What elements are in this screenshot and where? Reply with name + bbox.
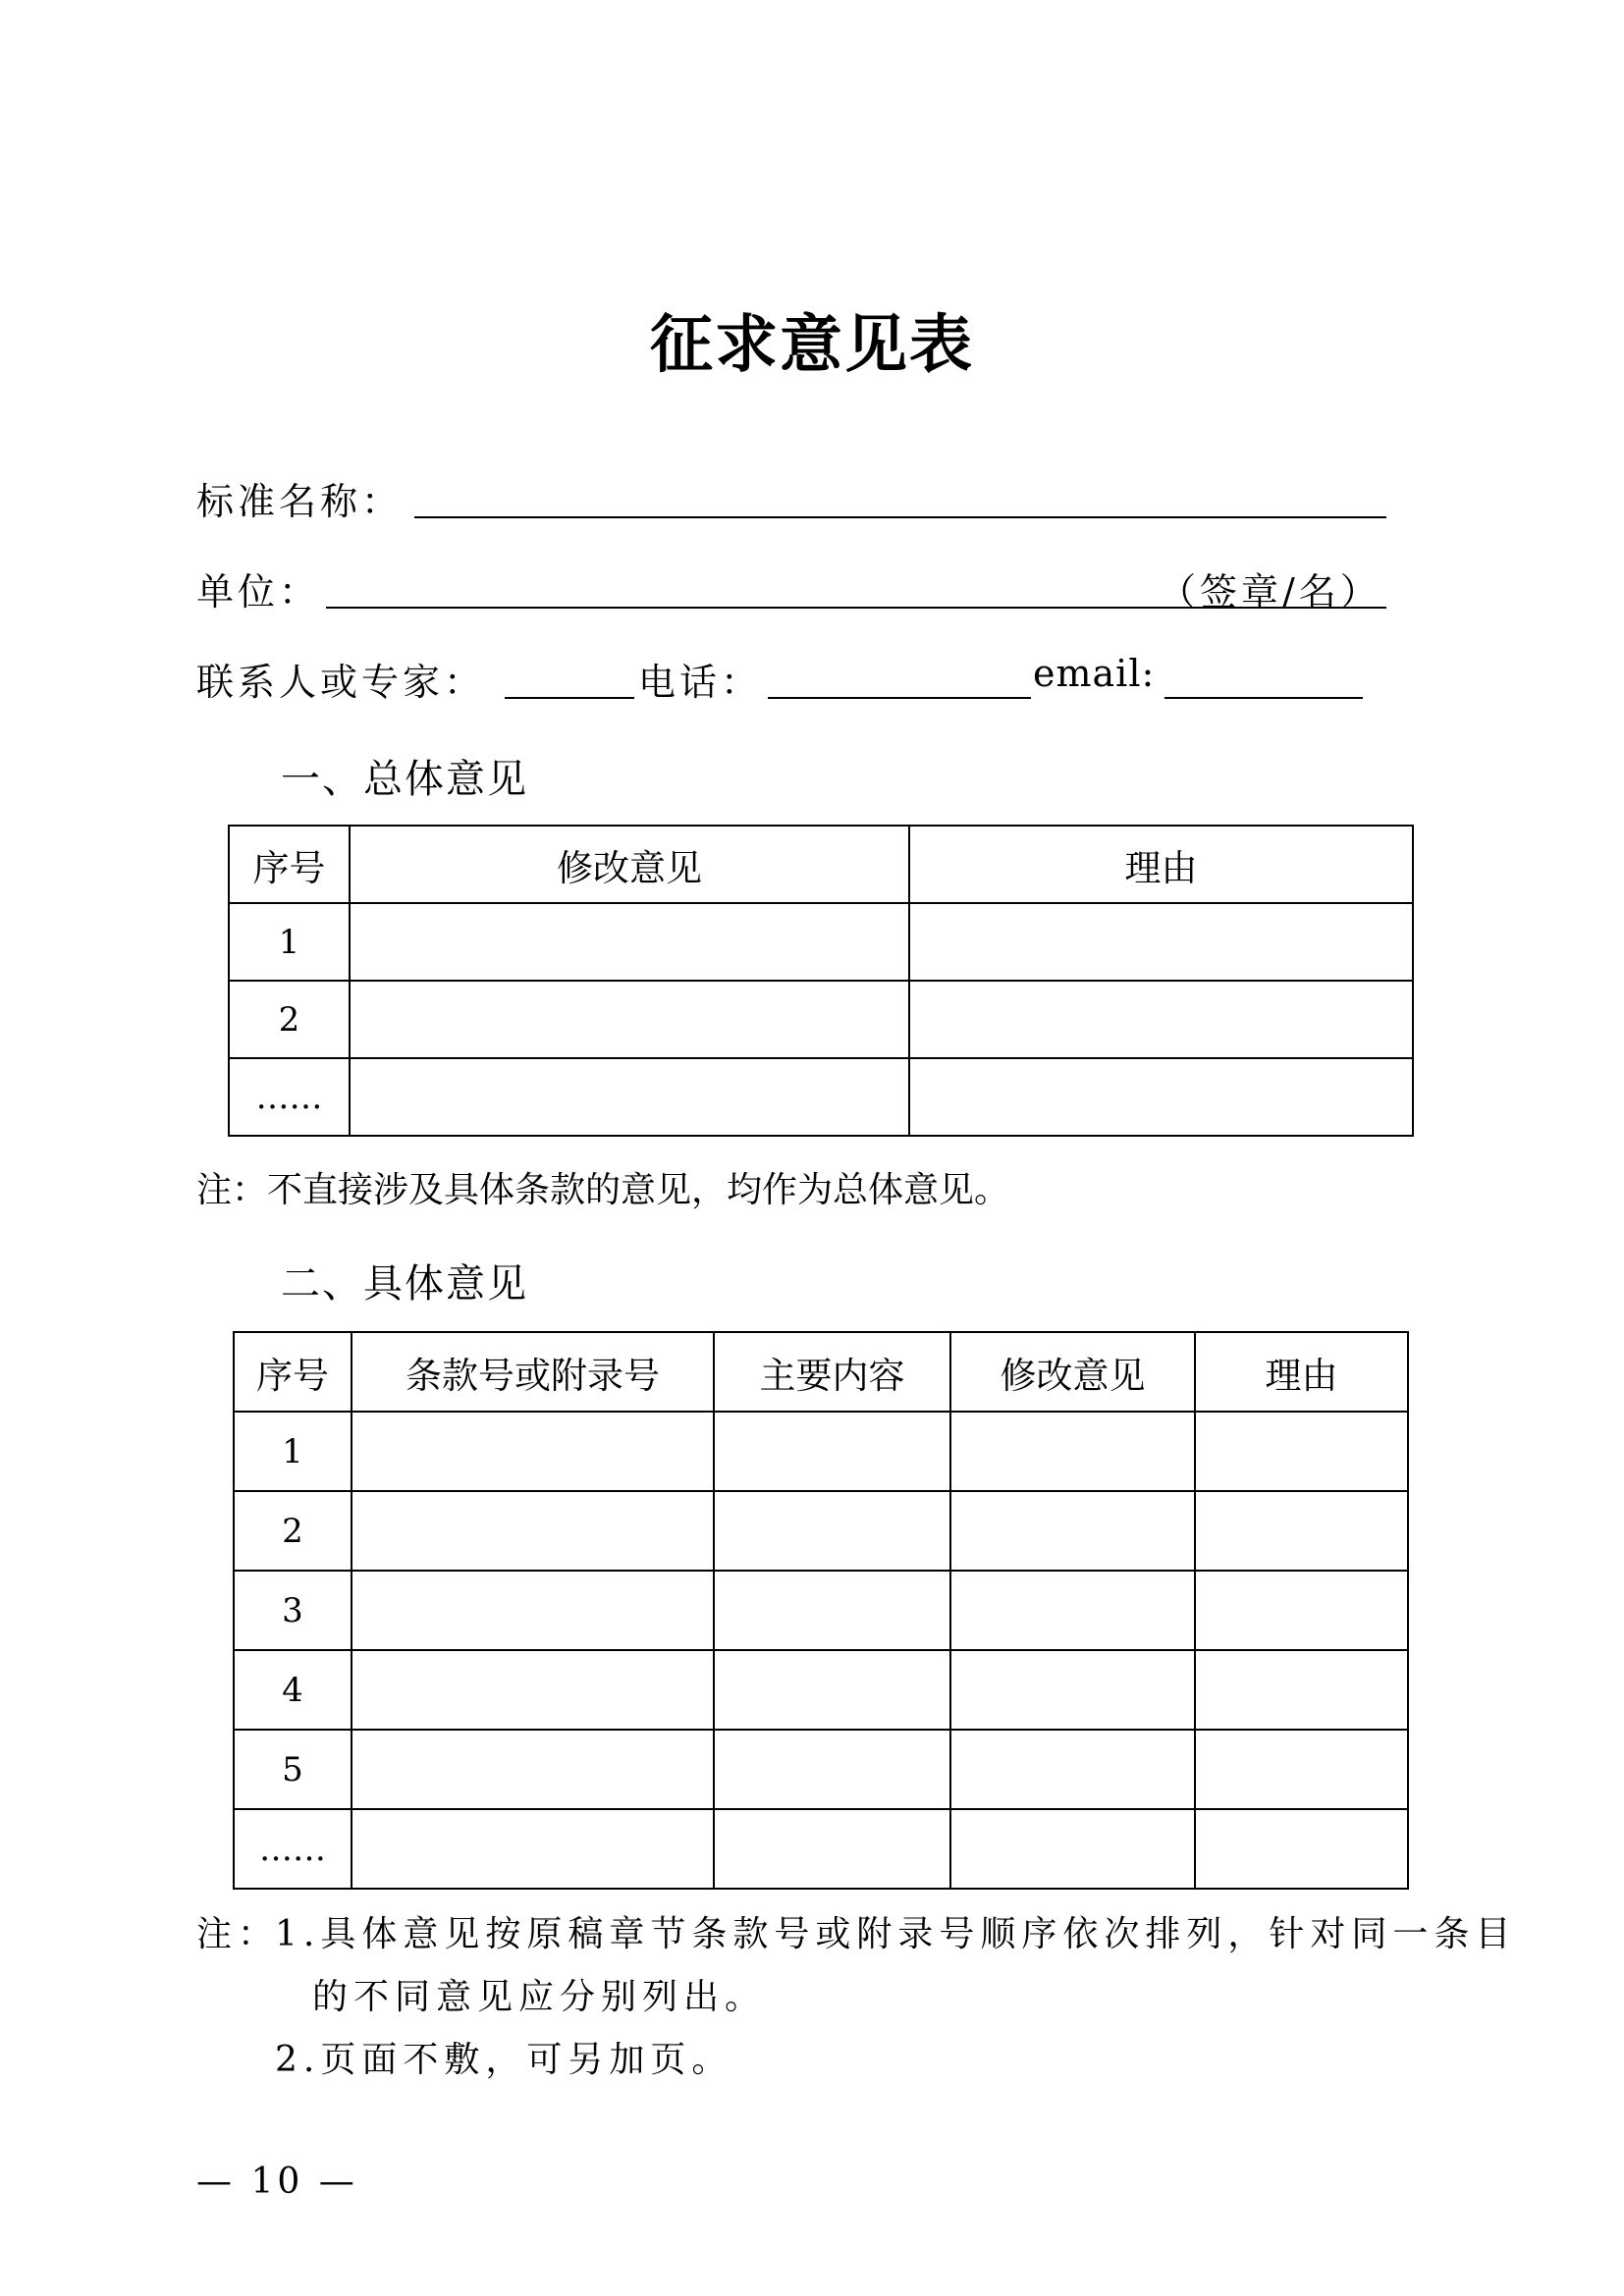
unit-seal-suffix: （签章/名） (1159, 570, 1381, 614)
reason-cell[interactable] (909, 903, 1413, 981)
clause-cell[interactable] (352, 1730, 714, 1809)
reason-cell[interactable] (909, 1058, 1413, 1136)
revision-cell[interactable] (950, 1571, 1195, 1650)
table-header-row (229, 826, 1413, 903)
revision-cell[interactable] (350, 981, 909, 1058)
clause-cell[interactable] (352, 1571, 714, 1650)
table-row (229, 1058, 1413, 1136)
row-index: 2 (234, 1491, 352, 1571)
table-row (234, 1491, 1408, 1571)
reason-cell[interactable] (1195, 1412, 1408, 1491)
col-header-reason: 理由 (1195, 1332, 1408, 1412)
revision-cell[interactable] (350, 903, 909, 981)
row-index: 2 (229, 981, 350, 1058)
reason-cell[interactable] (1195, 1650, 1408, 1730)
reason-cell[interactable] (1195, 1571, 1408, 1650)
table-row (229, 981, 1413, 1058)
specific-note-1-line-2: 的不同意见应分别列出。 (312, 1977, 767, 2017)
unit-label: 单位： (196, 570, 321, 614)
clause-cell[interactable] (352, 1650, 714, 1730)
clause-cell[interactable] (352, 1809, 714, 1889)
table-row (234, 1809, 1408, 1889)
table-row (234, 1571, 1408, 1650)
revision-cell[interactable] (950, 1730, 1195, 1809)
specific-opinion-table (233, 1331, 1409, 1890)
row-index: …… (234, 1809, 352, 1889)
row-index: 4 (234, 1650, 352, 1730)
phone-input-line[interactable] (768, 697, 1031, 699)
table-row (234, 1412, 1408, 1491)
col-header-index: 序号 (229, 826, 350, 903)
general-opinion-table (228, 825, 1414, 1137)
specific-note-1-line-1: 1.具体意见按原稿章节条款号或附录号顺序依次排列，针对同一条目 (275, 1914, 1517, 1954)
row-index: 5 (234, 1730, 352, 1809)
col-header-main-content: 主要内容 (714, 1332, 950, 1412)
main-content-cell[interactable] (714, 1571, 950, 1650)
reason-cell[interactable] (1195, 1730, 1408, 1809)
contact-input-line[interactable] (505, 697, 634, 699)
table-row (234, 1730, 1408, 1809)
clause-cell[interactable] (352, 1412, 714, 1491)
standard-name-label: 标准名称： (196, 480, 404, 523)
specific-note-2: 2.页面不敷，可另加页。 (275, 2040, 733, 2080)
main-content-cell[interactable] (714, 1650, 950, 1730)
contact-label: 联系人或专家： (196, 661, 486, 704)
row-index: 3 (234, 1571, 352, 1650)
main-content-cell[interactable] (714, 1412, 950, 1491)
revision-cell[interactable] (950, 1650, 1195, 1730)
col-header-revision: 修改意见 (950, 1332, 1195, 1412)
row-index: 1 (234, 1412, 352, 1491)
standard-name-input-line[interactable] (414, 516, 1386, 518)
table-header-row (234, 1332, 1408, 1412)
main-content-cell[interactable] (714, 1809, 950, 1889)
page-title: 征求意见表 (650, 308, 974, 382)
phone-label: 电话： (638, 661, 763, 704)
revision-cell[interactable] (950, 1491, 1195, 1571)
col-header-index: 序号 (234, 1332, 352, 1412)
main-content-cell[interactable] (714, 1491, 950, 1571)
page-number: — 10 — (196, 2162, 358, 2202)
col-header-reason: 理由 (909, 826, 1413, 903)
row-index: …… (229, 1058, 350, 1136)
clause-cell[interactable] (352, 1491, 714, 1571)
row-index: 1 (229, 903, 350, 981)
revision-cell[interactable] (950, 1412, 1195, 1491)
col-header-revision: 修改意见 (350, 826, 909, 903)
main-content-cell[interactable] (714, 1730, 950, 1809)
specific-opinion-heading: 二、具体意见 (281, 1261, 528, 1307)
reason-cell[interactable] (909, 981, 1413, 1058)
table-row (229, 903, 1413, 981)
general-opinion-heading: 一、总体意见 (281, 757, 528, 802)
email-input-line[interactable] (1164, 697, 1363, 699)
col-header-clause: 条款号或附录号 (352, 1332, 714, 1412)
revision-cell[interactable] (350, 1058, 909, 1136)
revision-cell[interactable] (950, 1809, 1195, 1889)
reason-cell[interactable] (1195, 1809, 1408, 1889)
general-opinion-note: 注：不直接涉及具体条款的意见，均作为总体意见。 (196, 1170, 1010, 1210)
specific-note-prefix: 注： (196, 1914, 280, 1954)
reason-cell[interactable] (1195, 1491, 1408, 1571)
email-label: email: (1033, 652, 1156, 695)
table-row (234, 1650, 1408, 1730)
